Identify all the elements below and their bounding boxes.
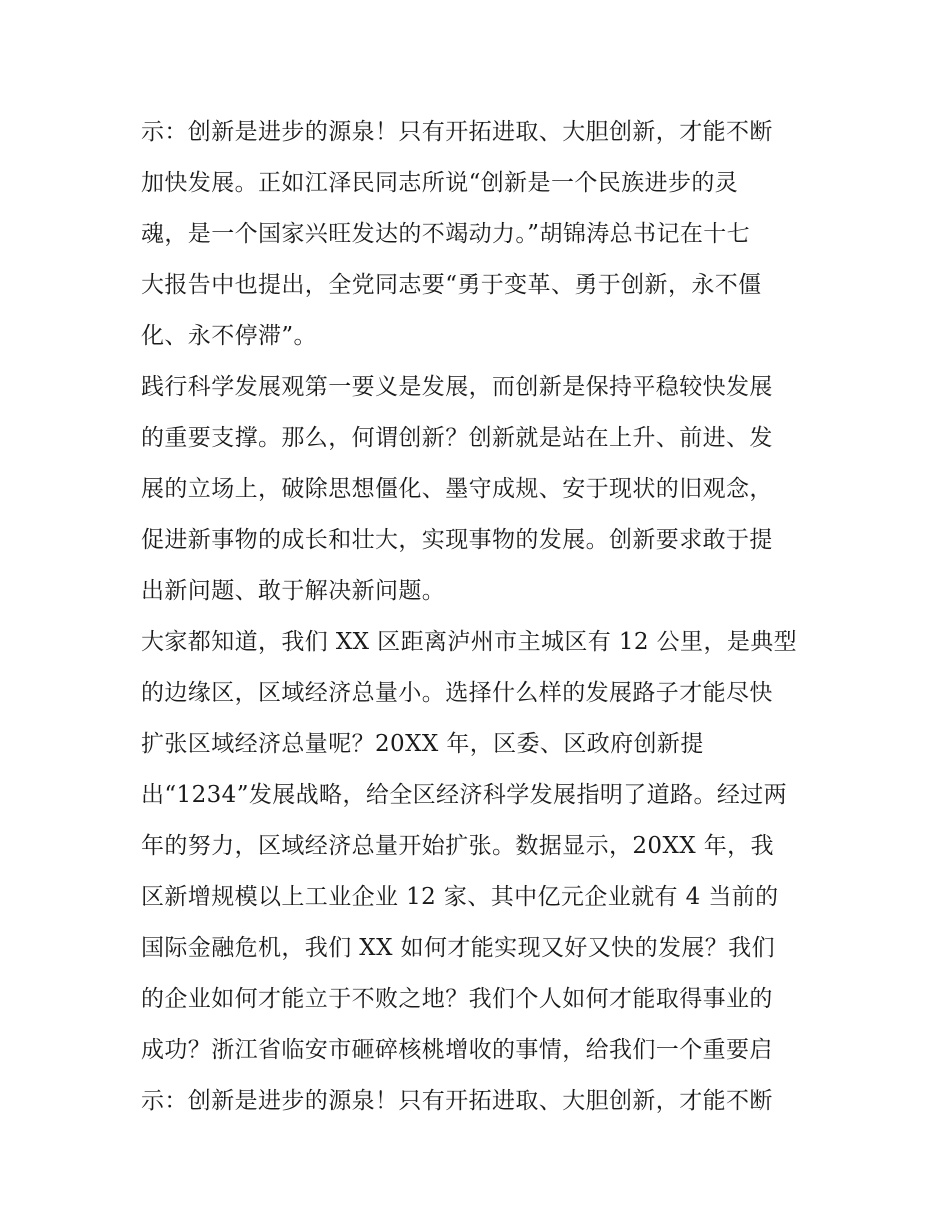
text-line: 扩张区域经济总量呢？20XX 年，区委、区政府创新提 bbox=[141, 731, 704, 757]
text-line: 示：创新是进步的源泉！只有开拓进取、大胆创新，才能不断 bbox=[141, 1088, 773, 1114]
text-line: 的重要支撑。那么，何谓创新？创新就是站在上升、前进、发 bbox=[141, 425, 773, 451]
text-line: 示：创新是进步的源泉！只有开拓进取、大胆创新，才能不断 bbox=[141, 119, 773, 145]
text-line: 国际金融危机，我们 XX 如何才能实现又好又快的发展？我们 bbox=[141, 935, 775, 961]
text-line: 年的努力，区域经济总量开始扩张。数据显示，20XX 年，我 bbox=[141, 833, 774, 859]
text-line: 区新增规模以上工业企业 12 家、其中亿元企业就有 4 当前的 bbox=[141, 884, 779, 910]
text-line: 成功？浙江省临安市砸碎核桃增收的事情，给我们一个重要启 bbox=[141, 1037, 773, 1063]
body-text bbox=[141, 107, 821, 1127]
text-line: 化、永不停滞”。 bbox=[141, 323, 317, 349]
text-line: 促进新事物的成长和壮大，实现事物的发展。创新要求敢于提 bbox=[141, 527, 773, 553]
text-line: 展的立场上，破除思想僵化、墨守成规、安于现状的旧观念， bbox=[141, 476, 773, 502]
text-line: 加快发展。正如江泽民同志所说“创新是一个民族进步的灵 bbox=[141, 170, 739, 196]
text-line: 大家都知道，我们 XX 区距离泸州市主城区有 12 公里，是典型 bbox=[141, 629, 798, 655]
text-line: 出新问题、敢于解决新问题。 bbox=[141, 578, 446, 604]
text-line: 大报告中也提出，全党同志要“勇于变革、勇于创新，永不僵 bbox=[141, 272, 762, 298]
text-line: 践行科学发展观第一要义是发展，而创新是保持平稳较快发展 bbox=[141, 374, 773, 400]
text-line: 的企业如何才能立于不败之地？我们个人如何才能取得事业的 bbox=[141, 986, 773, 1012]
paragraph-3 bbox=[141, 617, 821, 1127]
paragraph-1 bbox=[141, 107, 821, 362]
text-line: 魂，是一个国家兴旺发达的不竭动力。”胡锦涛总书记在十七 bbox=[141, 221, 751, 247]
text-line: 出“1234”发展战略，给全区经济科学发展指明了道路。经过两 bbox=[141, 782, 788, 808]
paragraph-2 bbox=[141, 362, 821, 617]
text-line: 的边缘区，区域经济总量小。选择什么样的发展路子才能尽快 bbox=[141, 680, 773, 706]
